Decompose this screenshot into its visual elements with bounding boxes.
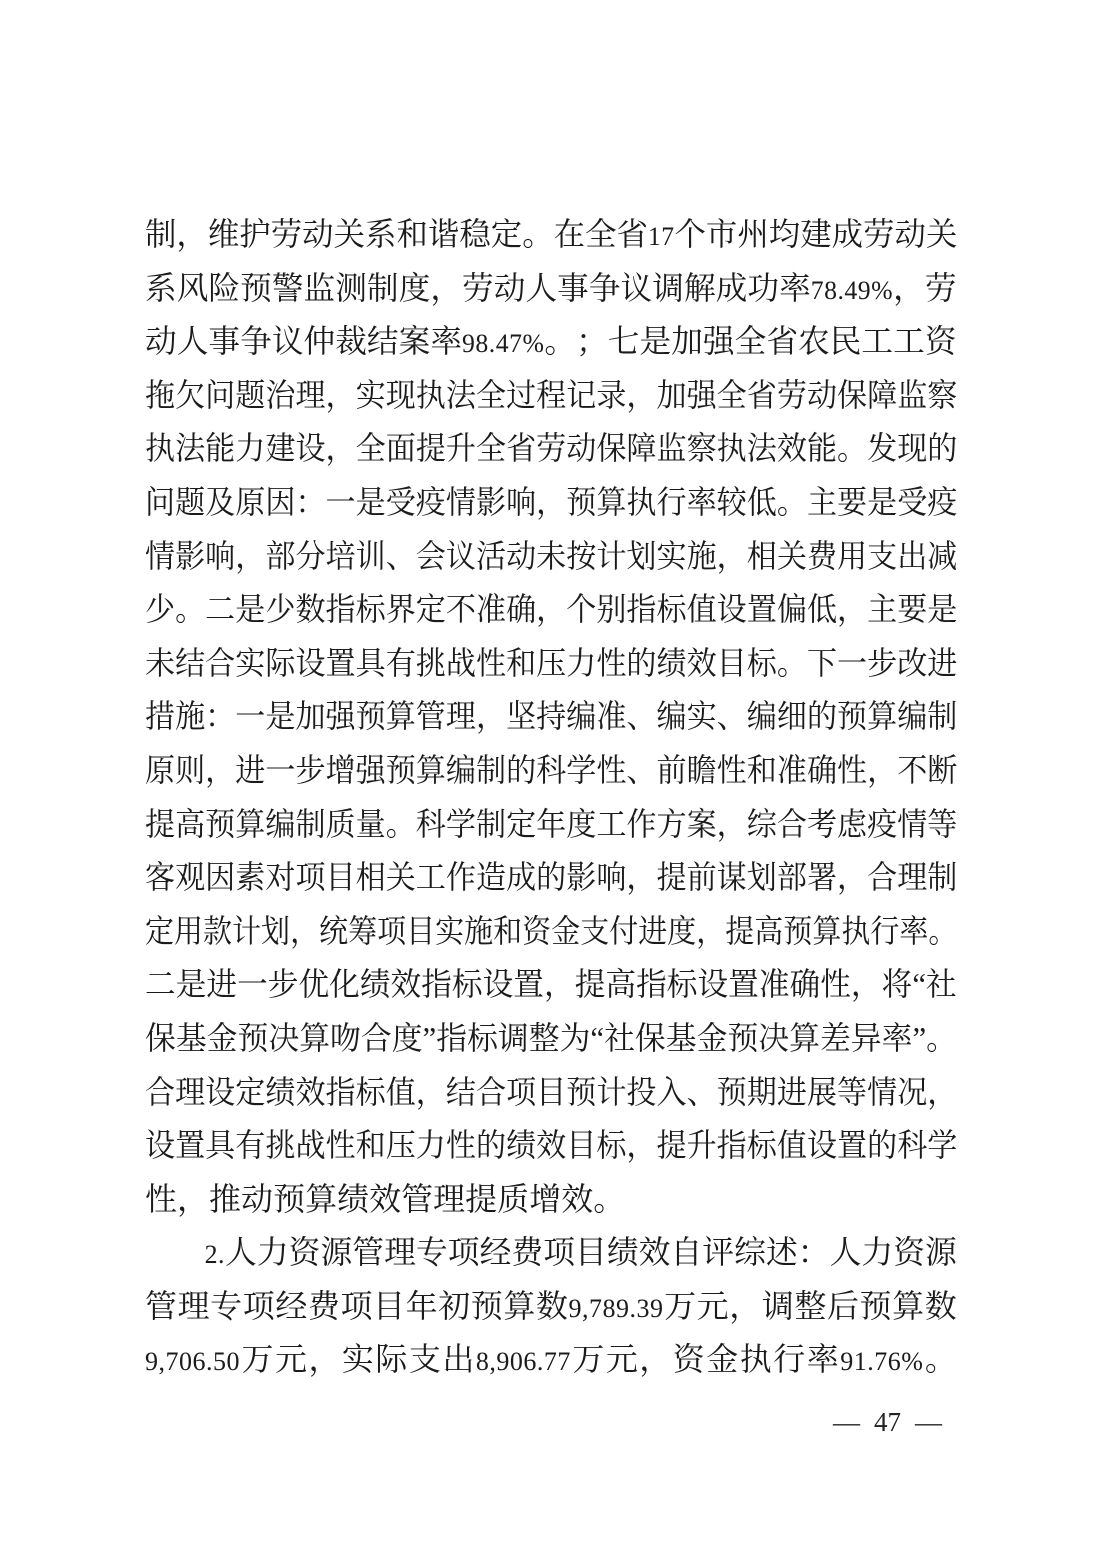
paragraph-item-2 [145, 1226, 957, 1387]
footer-dash-right: — [915, 1407, 942, 1437]
paragraph-continued [145, 208, 957, 1226]
text-line: 合 理 设 定 绩 效 指 标 值 ， 结 合 项 目 预 计 投 入 、 预 期 进 展 等 情 况 ， [145, 1073, 958, 1110]
document-body [145, 208, 957, 1387]
text-line: 设 置 具 有 挑 战 性 和 压 力 性 的 绩 效 目 标 ， 提 升 指 标 值 设 置 的 科 学 [145, 1127, 958, 1164]
text-line: 保 基 金 预 决 算 吻 合 度 ” 指 标 调 整 为 “ 社 保 基 金 预 决 算 差 异 率 ” 。 [145, 1019, 957, 1056]
text-line: 9,706.50 万 元 ， 实 际 支 出 8,906.77 万 元 ， 资 金 执 行 率 91.76% 。 [145, 1341, 957, 1378]
text-line: 原 则 ， 进 一 步 增 强 预 算 编 制 的 科 学 性 、 前 瞻 性 和 准 确 性 ， 不 断 [145, 751, 958, 788]
text-line: 定 用 款 计 划 ， 统 筹 项 目 实 施 和 资 金 支 付 进 度 ， 提 高 预 算 执 行 率 。 [145, 912, 958, 949]
text-line: 客 观 因 素 对 项 目 相 关 工 作 造 成 的 影 响 ， 提 前 谋 划 部 署 ， 合 理 制 [145, 859, 958, 896]
text-line: 性 ， 推 动 预 算 绩 效 管 理 提 质 增 效 。 [145, 1180, 626, 1217]
text-line: 少 。 二 是 少 数 指 标 界 定 不 准 确 ， 个 别 指 标 值 设 置 偏 低 ， 主 要 是 [145, 591, 958, 628]
page-footer [833, 1404, 942, 1440]
text-line: 2. 人 力 资 源 管 理 专 项 经 费 项 目 绩 效 自 评 综 述 ： 人 力 资 源 [204, 1234, 957, 1271]
text-line: 制 ， 维 护 劳 动 关 系 和 谐 稳 定 。 在 全 省 17 个 市 州 均 建 成 劳 动 关 [145, 216, 958, 252]
text-line: 系 风 险 预 警 监 测 制 度 ， 劳 动 人 事 争 议 调 解 成 功 率 78.49% ， 劳 [145, 269, 957, 306]
text-line: 拖 欠 问 题 治 理 ， 实 现 执 法 全 过 程 记 录 ， 加 强 全 省 劳 动 保 障 监 察 [145, 376, 958, 413]
page-number: 47 [874, 1407, 901, 1437]
text-line: 动 人 事 争 议 仲 裁 结 案 率 98.47% 。 ； 七 是 加 强 全 省 农 民 工 工 资 [145, 323, 957, 360]
text-line: 管 理 专 项 经 费 项 目 年 初 预 算 数 9,789.39 万 元 ， 调 整 后 预 算 数 [145, 1287, 957, 1324]
text-line: 执 法 能 力 建 设 ， 全 面 提 升 全 省 劳 动 保 障 监 察 执 法 效 能 。 发 现 的 [145, 430, 958, 467]
text-line: 二 是 进 一 步 优 化 绩 效 指 标 设 置 ， 提 高 指 标 设 置 准 确 性 ， 将 “ 社 [145, 966, 957, 1003]
text-line: 问 题 及 原 因 ： 一 是 受 疫 情 影 响 ， 预 算 执 行 率 较 低 。 主 要 是 受 疫 [145, 483, 958, 520]
footer-dash-left: — [833, 1407, 860, 1437]
text-line: 措 施 ： 一 是 加 强 预 算 管 理 ， 坚 持 编 准 、 编 实 、 编 细 的 预 算 编 制 [145, 698, 958, 735]
text-line: 提 高 预 算 编 制 质 量 。 科 学 制 定 年 度 工 作 方 案 ， 综 合 考 虑 疫 情 等 [145, 805, 958, 842]
text-line: 情 影 响 ， 部 分 培 训 、 会 议 活 动 未 按 计 划 实 施 ， 相 关 费 用 支 出 减 [145, 537, 958, 574]
text-line: 未 结 合 实 际 设 置 具 有 挑 战 性 和 压 力 性 的 绩 效 目 标 。 下 一 步 改 进 [145, 644, 958, 681]
